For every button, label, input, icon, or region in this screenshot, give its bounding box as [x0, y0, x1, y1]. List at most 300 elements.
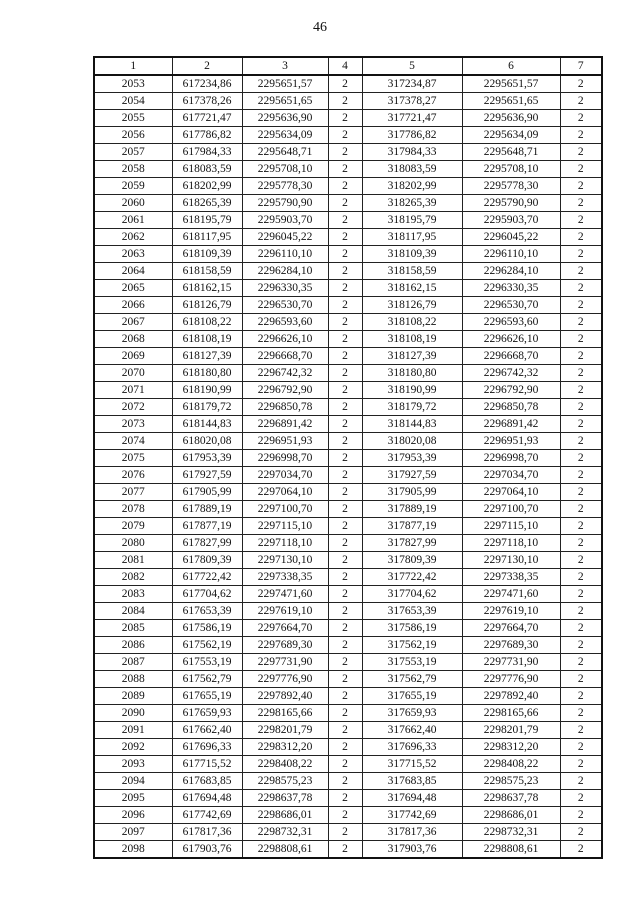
table-cell-col-6: 2298165,66: [462, 705, 560, 722]
table-cell-col-7: 2: [560, 722, 602, 739]
table-cell-col-2: 618127,39: [172, 348, 242, 365]
table-cell-col-4: 2: [328, 365, 362, 382]
table-row: [94, 297, 602, 314]
table-header: [94, 57, 602, 75]
table-cell-col-7: 2: [560, 756, 602, 773]
table-cell-col-3: 2296951,93: [242, 433, 328, 450]
table-cell-col-7: 2: [560, 144, 602, 161]
table-cell-col-2: 617694,48: [172, 790, 242, 807]
table-cell-col-3: 2295651,65: [242, 93, 328, 110]
table-cell-col-2: 617696,33: [172, 739, 242, 756]
table-row: [94, 450, 602, 467]
table-cell-col-4: 2: [328, 722, 362, 739]
table-cell-col-3: 2297776,90: [242, 671, 328, 688]
table-cell-col-3: 2296742,32: [242, 365, 328, 382]
table-cell-col-6: 2297689,30: [462, 637, 560, 654]
table-cell-col-5: 317694,48: [362, 790, 462, 807]
table-cell-col-4: 2: [328, 603, 362, 620]
table-cell-col-6: 2297130,10: [462, 552, 560, 569]
table-cell-col-3: 2295790,90: [242, 195, 328, 212]
table-cell-col-5: 318179,72: [362, 399, 462, 416]
table-cell-col-2: 617562,19: [172, 637, 242, 654]
table-cell-col-2: 617378,26: [172, 93, 242, 110]
table-cell-col-6: 2296742,32: [462, 365, 560, 382]
table-cell-col-4: 2: [328, 127, 362, 144]
table-cell-col-1: 2079: [94, 518, 172, 535]
table-cell-col-7: 2: [560, 178, 602, 195]
table-cell-col-2: 617809,39: [172, 552, 242, 569]
header-row: [94, 57, 602, 75]
table-cell-col-6: 2297731,90: [462, 654, 560, 671]
table-cell-col-1: 2068: [94, 331, 172, 348]
table-row: [94, 552, 602, 569]
table-cell-col-5: 317653,39: [362, 603, 462, 620]
table-cell-col-4: 2: [328, 552, 362, 569]
table-cell-col-2: 618083,59: [172, 161, 242, 178]
table-cell-col-7: 2: [560, 739, 602, 756]
table-row: [94, 127, 602, 144]
table-cell-col-6: 2296530,70: [462, 297, 560, 314]
table-cell-col-2: 617683,85: [172, 773, 242, 790]
table-cell-col-5: 317927,59: [362, 467, 462, 484]
table-cell-col-6: 2295651,57: [462, 75, 560, 93]
table-cell-col-5: 318190,99: [362, 382, 462, 399]
table-cell-col-6: 2297619,10: [462, 603, 560, 620]
table-row: [94, 399, 602, 416]
table-cell-col-5: 317903,76: [362, 841, 462, 859]
table-cell-col-4: 2: [328, 382, 362, 399]
table-cell-col-4: 2: [328, 263, 362, 280]
table-row: [94, 246, 602, 263]
table-cell-col-3: 2298808,61: [242, 841, 328, 859]
table-cell-col-6: 2296110,10: [462, 246, 560, 263]
table-cell-col-1: 2093: [94, 756, 172, 773]
table-cell-col-7: 2: [560, 773, 602, 790]
table-row: [94, 365, 602, 382]
table-cell-col-2: 617562,79: [172, 671, 242, 688]
table-cell-col-7: 2: [560, 841, 602, 859]
table-cell-col-3: 2296330,35: [242, 280, 328, 297]
table-row: [94, 586, 602, 603]
table-cell-col-2: 617722,42: [172, 569, 242, 586]
table-cell-col-2: 618126,79: [172, 297, 242, 314]
table-cell-col-7: 2: [560, 212, 602, 229]
table-cell-col-5: 317562,19: [362, 637, 462, 654]
table-cell-col-4: 2: [328, 161, 362, 178]
table-row: [94, 382, 602, 399]
table-row: [94, 314, 602, 331]
table-cell-col-3: 2297115,10: [242, 518, 328, 535]
table-cell-col-4: 2: [328, 229, 362, 246]
table-cell-col-1: 2058: [94, 161, 172, 178]
table-cell-col-6: 2295634,09: [462, 127, 560, 144]
table-cell-col-3: 2297471,60: [242, 586, 328, 603]
table-cell-col-6: 2297064,10: [462, 484, 560, 501]
table-row: [94, 263, 602, 280]
table-cell-col-4: 2: [328, 518, 362, 535]
table-cell-col-3: 2296110,10: [242, 246, 328, 263]
table-cell-col-7: 2: [560, 569, 602, 586]
table-cell-col-5: 318158,59: [362, 263, 462, 280]
table-cell-col-4: 2: [328, 433, 362, 450]
table-cell-col-1: 2060: [94, 195, 172, 212]
table-row: [94, 161, 602, 178]
table-cell-col-2: 618108,19: [172, 331, 242, 348]
table-cell-col-1: 2075: [94, 450, 172, 467]
table-cell-col-3: 2296668,70: [242, 348, 328, 365]
table-row: [94, 416, 602, 433]
table-cell-col-5: 317659,93: [362, 705, 462, 722]
table-cell-col-7: 2: [560, 450, 602, 467]
table-cell-col-5: 317721,47: [362, 110, 462, 127]
table-body: [94, 75, 602, 858]
table-cell-col-2: 617877,19: [172, 518, 242, 535]
table-cell-col-3: 2297118,10: [242, 535, 328, 552]
table-cell-col-7: 2: [560, 501, 602, 518]
table-cell-col-3: 2296530,70: [242, 297, 328, 314]
table-cell-col-6: 2296330,35: [462, 280, 560, 297]
table-row: [94, 467, 602, 484]
table-cell-col-6: 2296045,22: [462, 229, 560, 246]
table-cell-col-6: 2297664,70: [462, 620, 560, 637]
table-cell-col-1: 2069: [94, 348, 172, 365]
table-cell-col-5: 318202,99: [362, 178, 462, 195]
table-cell-col-3: 2297100,70: [242, 501, 328, 518]
table-cell-col-6: 2296668,70: [462, 348, 560, 365]
table-cell-col-1: 2091: [94, 722, 172, 739]
table-cell-col-5: 317984,33: [362, 144, 462, 161]
table-cell-col-5: 318127,39: [362, 348, 462, 365]
table-cell-col-5: 317662,40: [362, 722, 462, 739]
table-cell-col-7: 2: [560, 433, 602, 450]
table-cell-col-7: 2: [560, 314, 602, 331]
table-cell-col-7: 2: [560, 518, 602, 535]
table-cell-col-4: 2: [328, 144, 362, 161]
table-cell-col-3: 2297619,10: [242, 603, 328, 620]
table-cell-col-4: 2: [328, 501, 362, 518]
table-cell-col-3: 2298165,66: [242, 705, 328, 722]
table-row: [94, 722, 602, 739]
table-cell-col-2: 617817,36: [172, 824, 242, 841]
table-row: [94, 518, 602, 535]
table-cell-col-7: 2: [560, 161, 602, 178]
table-cell-col-1: 2090: [94, 705, 172, 722]
table-cell-col-6: 2297471,60: [462, 586, 560, 603]
table-cell-col-5: 317953,39: [362, 450, 462, 467]
table-cell-col-7: 2: [560, 824, 602, 841]
table-cell-col-6: 2296626,10: [462, 331, 560, 348]
table-row: [94, 535, 602, 552]
table-cell-col-5: 317809,39: [362, 552, 462, 569]
table-cell-col-2: 617655,19: [172, 688, 242, 705]
column-header-5: 5: [362, 57, 462, 75]
table-cell-col-3: 2297731,90: [242, 654, 328, 671]
table-row: [94, 824, 602, 841]
table-cell-col-1: 2095: [94, 790, 172, 807]
table-cell-col-5: 317877,19: [362, 518, 462, 535]
table-cell-col-7: 2: [560, 297, 602, 314]
table-cell-col-3: 2295651,57: [242, 75, 328, 93]
table-cell-col-6: 2297034,70: [462, 467, 560, 484]
table-cell-col-1: 2092: [94, 739, 172, 756]
table-cell-col-4: 2: [328, 654, 362, 671]
table-cell-col-3: 2298201,79: [242, 722, 328, 739]
table-cell-col-4: 2: [328, 484, 362, 501]
column-header-4: 4: [328, 57, 362, 75]
table-cell-col-4: 2: [328, 705, 362, 722]
table-cell-col-2: 618179,72: [172, 399, 242, 416]
table-cell-col-2: 618108,22: [172, 314, 242, 331]
table-row: [94, 807, 602, 824]
table-cell-col-6: 2295903,70: [462, 212, 560, 229]
table-cell-col-2: 617659,93: [172, 705, 242, 722]
table-row: [94, 501, 602, 518]
table-cell-col-1: 2071: [94, 382, 172, 399]
table-cell-col-3: 2296850,78: [242, 399, 328, 416]
table-cell-col-1: 2080: [94, 535, 172, 552]
table-row: [94, 280, 602, 297]
table-cell-col-5: 317655,19: [362, 688, 462, 705]
table-row: [94, 569, 602, 586]
table-cell-col-3: 2297689,30: [242, 637, 328, 654]
table-cell-col-3: 2296792,90: [242, 382, 328, 399]
table-cell-col-1: 2059: [94, 178, 172, 195]
table-cell-col-3: 2297664,70: [242, 620, 328, 637]
table-cell-col-5: 317827,99: [362, 535, 462, 552]
table-cell-col-6: 2296998,70: [462, 450, 560, 467]
table-row: [94, 756, 602, 773]
table-cell-col-2: 617721,47: [172, 110, 242, 127]
table-cell-col-7: 2: [560, 246, 602, 263]
table-cell-col-3: 2295648,71: [242, 144, 328, 161]
table-cell-col-1: 2074: [94, 433, 172, 450]
table-cell-col-4: 2: [328, 314, 362, 331]
table-cell-col-1: 2063: [94, 246, 172, 263]
table-cell-col-6: 2295708,10: [462, 161, 560, 178]
table-cell-col-3: 2295634,09: [242, 127, 328, 144]
table-cell-col-7: 2: [560, 807, 602, 824]
table-cell-col-5: 318020,08: [362, 433, 462, 450]
table-cell-col-2: 617234,86: [172, 75, 242, 93]
table-cell-col-6: 2298808,61: [462, 841, 560, 859]
table-cell-col-3: 2297892,40: [242, 688, 328, 705]
table-cell-col-1: 2078: [94, 501, 172, 518]
table-cell-col-2: 618202,99: [172, 178, 242, 195]
table-cell-col-3: 2296891,42: [242, 416, 328, 433]
table-cell-col-2: 618180,80: [172, 365, 242, 382]
table-cell-col-6: 2296792,90: [462, 382, 560, 399]
table-cell-col-4: 2: [328, 739, 362, 756]
table-cell-col-1: 2073: [94, 416, 172, 433]
table-row: [94, 841, 602, 859]
table-cell-col-4: 2: [328, 297, 362, 314]
table-row: [94, 93, 602, 110]
table-cell-col-5: 318108,22: [362, 314, 462, 331]
column-header-1: 1: [94, 57, 172, 75]
table-cell-col-1: 2054: [94, 93, 172, 110]
table-row: [94, 229, 602, 246]
table-cell-col-7: 2: [560, 688, 602, 705]
table-cell-col-5: 317553,19: [362, 654, 462, 671]
table-cell-col-5: 318083,59: [362, 161, 462, 178]
table-cell-col-2: 618158,59: [172, 263, 242, 280]
table-cell-col-5: 317889,19: [362, 501, 462, 518]
table-cell-col-7: 2: [560, 280, 602, 297]
table-cell-col-5: 318109,39: [362, 246, 462, 263]
table-row: [94, 739, 602, 756]
table-cell-col-1: 2067: [94, 314, 172, 331]
table-cell-col-6: 2298201,79: [462, 722, 560, 739]
table-cell-col-5: 318180,80: [362, 365, 462, 382]
table-cell-col-3: 2298637,78: [242, 790, 328, 807]
table-row: [94, 705, 602, 722]
table-cell-col-7: 2: [560, 654, 602, 671]
table-cell-col-6: 2296850,78: [462, 399, 560, 416]
table-cell-col-4: 2: [328, 841, 362, 859]
table-cell-col-1: 2094: [94, 773, 172, 790]
table-row: [94, 195, 602, 212]
table-cell-col-1: 2086: [94, 637, 172, 654]
table-row: [94, 671, 602, 688]
column-header-2: 2: [172, 57, 242, 75]
column-header-7: 7: [560, 57, 602, 75]
table-row: [94, 212, 602, 229]
table-row: [94, 484, 602, 501]
table-cell-col-5: 317715,52: [362, 756, 462, 773]
table-cell-col-4: 2: [328, 807, 362, 824]
table-cell-col-6: 2298686,01: [462, 807, 560, 824]
table-cell-col-1: 2072: [94, 399, 172, 416]
coordinates-table: [93, 56, 603, 859]
table-cell-col-6: 2298637,78: [462, 790, 560, 807]
table-cell-col-6: 2296951,93: [462, 433, 560, 450]
table-cell-col-1: 2087: [94, 654, 172, 671]
table-cell-col-4: 2: [328, 399, 362, 416]
table-cell-col-7: 2: [560, 790, 602, 807]
table-cell-col-1: 2062: [94, 229, 172, 246]
table-cell-col-4: 2: [328, 620, 362, 637]
page-number: 46: [313, 20, 327, 35]
table-cell-col-6: 2298408,22: [462, 756, 560, 773]
table-cell-col-6: 2297338,35: [462, 569, 560, 586]
table-cell-col-4: 2: [328, 790, 362, 807]
table-cell-col-5: 317696,33: [362, 739, 462, 756]
column-header-6: 6: [462, 57, 560, 75]
table-row: [94, 603, 602, 620]
table-cell-col-5: 317378,27: [362, 93, 462, 110]
table-cell-col-2: 618109,39: [172, 246, 242, 263]
table-row: [94, 637, 602, 654]
table-cell-col-7: 2: [560, 586, 602, 603]
table-cell-col-5: 317722,42: [362, 569, 462, 586]
table-cell-col-2: 617653,39: [172, 603, 242, 620]
table-cell-col-5: 317905,99: [362, 484, 462, 501]
table-cell-col-3: 2295636,90: [242, 110, 328, 127]
table-cell-col-7: 2: [560, 195, 602, 212]
table-cell-col-7: 2: [560, 620, 602, 637]
table-cell-col-2: 617715,52: [172, 756, 242, 773]
table-cell-col-7: 2: [560, 467, 602, 484]
table-cell-col-7: 2: [560, 484, 602, 501]
table-cell-col-4: 2: [328, 195, 362, 212]
table-cell-col-1: 2065: [94, 280, 172, 297]
table-cell-col-6: 2297776,90: [462, 671, 560, 688]
table-cell-col-1: 2076: [94, 467, 172, 484]
table-cell-col-4: 2: [328, 75, 362, 93]
table-cell-col-2: 617903,76: [172, 841, 242, 859]
table-row: [94, 178, 602, 195]
table-cell-col-6: 2297100,70: [462, 501, 560, 518]
table-cell-col-4: 2: [328, 246, 362, 263]
table-cell-col-2: 617889,19: [172, 501, 242, 518]
table-cell-col-2: 618020,08: [172, 433, 242, 450]
table-cell-col-4: 2: [328, 467, 362, 484]
table-cell-col-1: 2082: [94, 569, 172, 586]
table-cell-col-7: 2: [560, 382, 602, 399]
table-cell-col-1: 2081: [94, 552, 172, 569]
table-cell-col-7: 2: [560, 127, 602, 144]
table-cell-col-2: 617953,39: [172, 450, 242, 467]
table-cell-col-3: 2295778,30: [242, 178, 328, 195]
table-cell-col-1: 2097: [94, 824, 172, 841]
table-cell-col-4: 2: [328, 637, 362, 654]
table-cell-col-3: 2296998,70: [242, 450, 328, 467]
table-cell-col-1: 2085: [94, 620, 172, 637]
table-cell-col-2: 617827,99: [172, 535, 242, 552]
table-cell-col-5: 317586,19: [362, 620, 462, 637]
table-cell-col-2: 618162,15: [172, 280, 242, 297]
table-cell-col-1: 2089: [94, 688, 172, 705]
table-cell-col-2: 617927,59: [172, 467, 242, 484]
table-cell-col-1: 2064: [94, 263, 172, 280]
table-cell-col-1: 2066: [94, 297, 172, 314]
table-cell-col-5: 318126,79: [362, 297, 462, 314]
table-cell-col-6: 2298575,23: [462, 773, 560, 790]
table-cell-col-4: 2: [328, 93, 362, 110]
table-cell-col-4: 2: [328, 824, 362, 841]
table-cell-col-3: 2296045,22: [242, 229, 328, 246]
table-cell-col-4: 2: [328, 280, 362, 297]
table-cell-col-4: 2: [328, 569, 362, 586]
table-cell-col-7: 2: [560, 705, 602, 722]
table-cell-col-5: 318108,19: [362, 331, 462, 348]
table-cell-col-3: 2295903,70: [242, 212, 328, 229]
table-cell-col-7: 2: [560, 93, 602, 110]
table-cell-col-2: 618190,99: [172, 382, 242, 399]
table-cell-col-6: 2295651,65: [462, 93, 560, 110]
column-header-3: 3: [242, 57, 328, 75]
table-cell-col-3: 2297338,35: [242, 569, 328, 586]
table-cell-col-2: 618265,39: [172, 195, 242, 212]
table-cell-col-3: 2298686,01: [242, 807, 328, 824]
table-row: [94, 773, 602, 790]
table-cell-col-3: 2296626,10: [242, 331, 328, 348]
table-cell-col-7: 2: [560, 229, 602, 246]
table-cell-col-3: 2297064,10: [242, 484, 328, 501]
table-cell-col-3: 2296284,10: [242, 263, 328, 280]
table-cell-col-7: 2: [560, 416, 602, 433]
table-cell-col-2: 618117,95: [172, 229, 242, 246]
table-cell-col-4: 2: [328, 586, 362, 603]
table-cell-col-5: 317234,87: [362, 75, 462, 93]
table-cell-col-5: 317786,82: [362, 127, 462, 144]
table-cell-col-2: 617742,69: [172, 807, 242, 824]
table-cell-col-6: 2296284,10: [462, 263, 560, 280]
table-cell-col-4: 2: [328, 535, 362, 552]
table-cell-col-7: 2: [560, 399, 602, 416]
table-cell-col-4: 2: [328, 688, 362, 705]
table-row: [94, 110, 602, 127]
